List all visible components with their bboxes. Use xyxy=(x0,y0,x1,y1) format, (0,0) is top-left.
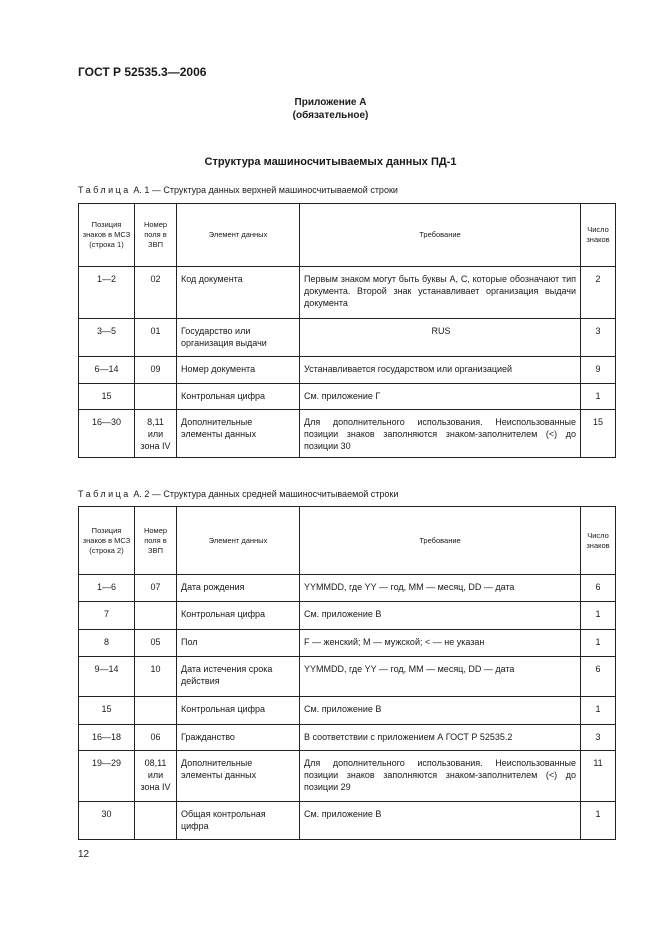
cell-count: 3 xyxy=(581,319,616,357)
table-row xyxy=(79,630,616,657)
cell-count: 6 xyxy=(581,657,616,697)
cell-element: Дата истечения срока действия xyxy=(177,657,300,697)
cell-element: Дата рождения xyxy=(177,575,300,602)
table2-caption-text: А. 2 — Структура данных средней машиносчитываемой строки xyxy=(133,489,399,499)
annex-status: (обязательное) xyxy=(292,110,369,121)
cell-position: 6—14 xyxy=(79,357,135,384)
cell-field: 06 xyxy=(135,725,177,751)
cell-position: 9—14 xyxy=(79,657,135,697)
cell-count: 3 xyxy=(581,725,616,751)
cell-element: Общая контрольная цифра xyxy=(177,802,300,840)
cell-requirement: См. приложение В xyxy=(300,602,581,630)
header-requirement: Требование xyxy=(300,204,581,267)
table-row xyxy=(79,725,616,751)
cell-field: 05 xyxy=(135,630,177,657)
cell-element: Контрольная цифра xyxy=(177,602,300,630)
cell-requirement: Первым знаком могут быть буквы А, С, которые обозначают тип документа. Второй знак устанавливает организация выдачи документа xyxy=(300,267,581,319)
cell-position: 8 xyxy=(79,630,135,657)
cell-count: 2 xyxy=(581,267,616,319)
table1-header-row xyxy=(79,204,616,267)
cell-field: 07 xyxy=(135,575,177,602)
cell-field xyxy=(135,384,177,410)
header-count: Число знаков xyxy=(581,204,616,267)
cell-requirement: В соответствии с приложением А ГОСТ Р 52535.2 xyxy=(300,725,581,751)
cell-requirement: YYMMDD, где YY — год, MM — месяц, DD — дата xyxy=(300,657,581,697)
cell-element: Пол xyxy=(177,630,300,657)
header-element: Элемент данных xyxy=(177,507,300,575)
cell-requirement: См. приложение В xyxy=(300,697,581,725)
table-row xyxy=(79,657,616,697)
table1-caption-text: А. 1 — Структура данных верхней машиносчитываемой строки xyxy=(133,185,398,195)
cell-requirement: См. приложение В xyxy=(300,802,581,840)
cell-field: 01 xyxy=(135,319,177,357)
cell-position: 15 xyxy=(79,384,135,410)
cell-count: 1 xyxy=(581,602,616,630)
table2-caption xyxy=(78,489,398,499)
cell-count: 1 xyxy=(581,802,616,840)
cell-field xyxy=(135,602,177,630)
cell-requirement: Для дополнительного использования. Неиспользованные позиции знаков заполняются знаком-заполнителем (<) до позиции 30 xyxy=(300,410,581,458)
table-row xyxy=(79,319,616,357)
cell-element: Дополнительные элементы данных xyxy=(177,751,300,802)
cell-position: 16—18 xyxy=(79,725,135,751)
header-requirement: Требование xyxy=(300,507,581,575)
cell-position: 7 xyxy=(79,602,135,630)
cell-count: 1 xyxy=(581,630,616,657)
table-row xyxy=(79,410,616,458)
header-field: Номер поля в ЗВП xyxy=(135,204,177,267)
table-row xyxy=(79,751,616,802)
header-position: Позиция знаков в МСЗ (строка 2) xyxy=(79,507,135,575)
cell-count: 1 xyxy=(581,384,616,410)
table-row xyxy=(79,575,616,602)
page-number: 12 xyxy=(78,849,90,860)
table-row xyxy=(79,697,616,725)
cell-position: 16—30 xyxy=(79,410,135,458)
cell-field xyxy=(135,802,177,840)
cell-field: 8,11 или зона IV xyxy=(135,410,177,458)
cell-field: 10 xyxy=(135,657,177,697)
cell-element: Государство или организация выдачи xyxy=(177,319,300,357)
cell-element: Код документа xyxy=(177,267,300,319)
cell-position: 19—29 xyxy=(79,751,135,802)
cell-count: 15 xyxy=(581,410,616,458)
cell-requirement: Устанавливается государством или организацией xyxy=(300,357,581,384)
header-element: Элемент данных xyxy=(177,204,300,267)
document-id: ГОСТ Р 52535.3—2006 xyxy=(78,65,207,79)
cell-element: Гражданство xyxy=(177,725,300,751)
table1-caption-label: Таблица xyxy=(78,185,131,195)
table2 xyxy=(78,506,616,840)
cell-position: 1—2 xyxy=(79,267,135,319)
cell-position: 30 xyxy=(79,802,135,840)
table-row xyxy=(79,802,616,840)
table1 xyxy=(78,203,616,458)
cell-count: 1 xyxy=(581,697,616,725)
cell-requirement: См. приложение Г xyxy=(300,384,581,410)
cell-requirement: YYMMDD, где YY — год, MM — месяц, DD — дата xyxy=(300,575,581,602)
cell-count: 6 xyxy=(581,575,616,602)
cell-element: Номер документа xyxy=(177,357,300,384)
cell-requirement: F — женский; М — мужской; < — не указан xyxy=(300,630,581,657)
cell-count: 9 xyxy=(581,357,616,384)
cell-position: 1—6 xyxy=(79,575,135,602)
section-title: Структура машиносчитываемых данных ПД-1 xyxy=(204,156,457,168)
header-field: Номер поля в ЗВП xyxy=(135,507,177,575)
header-count: Число знаков xyxy=(581,507,616,575)
table-row xyxy=(79,602,616,630)
table-row xyxy=(79,267,616,319)
cell-field: 02 xyxy=(135,267,177,319)
annex-heading xyxy=(0,96,661,122)
cell-count: 11 xyxy=(581,751,616,802)
annex-title: Приложение А xyxy=(294,97,367,108)
table2-caption-label: Таблица xyxy=(78,489,131,499)
cell-position: 3—5 xyxy=(79,319,135,357)
table-row xyxy=(79,384,616,410)
table2-header-row xyxy=(79,507,616,575)
cell-element: Дополнительные элементы данных xyxy=(177,410,300,458)
cell-field: 09 xyxy=(135,357,177,384)
header-position: Позиция знаков в МСЗ (строка 1) xyxy=(79,204,135,267)
cell-element: Контрольная цифра xyxy=(177,384,300,410)
cell-requirement: RUS xyxy=(300,319,581,357)
cell-field xyxy=(135,697,177,725)
table-row xyxy=(79,357,616,384)
table1-caption xyxy=(78,185,398,195)
cell-element: Контрольная цифра xyxy=(177,697,300,725)
cell-requirement: Для дополнительного использования. Неиспользованные позиции знаков заполняются знаком-заполнителем (<) до позиции 29 xyxy=(300,751,581,802)
cell-position: 15 xyxy=(79,697,135,725)
cell-field: 08,11 или зона IV xyxy=(135,751,177,802)
